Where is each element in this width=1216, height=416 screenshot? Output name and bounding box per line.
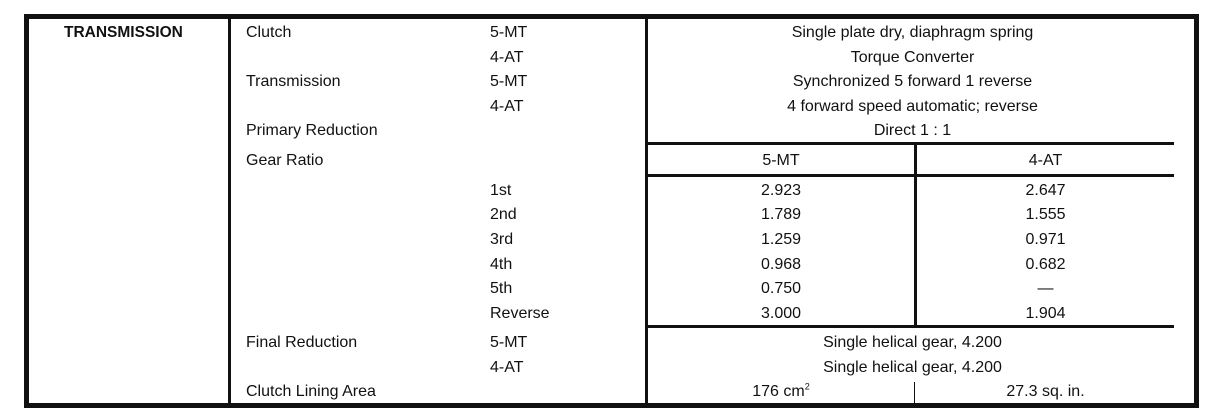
clutch-lining-metric — [648, 382, 914, 402]
transmission-5mt-value: Synchronized 5 forward 1 reverse — [792, 73, 1033, 90]
gear-name: 2nd — [490, 206, 517, 223]
divider-section — [228, 19, 231, 403]
gear-ratio-4at: 1.904 — [1025, 305, 1066, 322]
type-4at: 4-AT — [490, 98, 524, 115]
gear-ratio-5mt: 0.750 — [760, 280, 802, 297]
gear-ratio-5mt: 1.259 — [760, 231, 802, 248]
gear-ratio-5mt: 3.000 — [760, 305, 802, 322]
clutch-lining-metric-value: 176 cm — [752, 383, 805, 400]
gear-ratio-4at: 0.682 — [1025, 256, 1066, 273]
row-label-gear-ratio: Gear Ratio — [246, 152, 324, 169]
primary-reduction-value: Direct 1 : 1 — [873, 122, 952, 139]
section-title: TRANSMISSION — [64, 24, 183, 41]
rule-primary-reduction-bottom — [645, 142, 1174, 145]
rule-ratio-header-bottom — [645, 174, 1174, 177]
row-label-clutch: Clutch — [246, 24, 292, 41]
clutch-lining-metric-superscript: 2 — [804, 381, 810, 392]
gear-name: 1st — [490, 182, 512, 199]
clutch-lining-imperial: 27.3 sq. in. — [1006, 383, 1085, 400]
rule-ratio-bottom — [645, 325, 1174, 328]
gear-ratio-4at: 0.971 — [1025, 231, 1066, 248]
row-label-primary-reduction: Primary Reduction — [246, 122, 378, 139]
transmission-4at-value: 4 forward speed automatic; reverse — [787, 98, 1038, 115]
gear-name: 5th — [490, 280, 513, 297]
gear-ratio-4at: 2.647 — [1025, 182, 1066, 199]
gear-name: 4th — [490, 256, 513, 273]
row-label-final-reduction: Final Reduction — [246, 334, 358, 351]
type-4at: 4-AT — [490, 49, 524, 66]
final-reduction-4at-value: Single helical gear, 4.200 — [823, 359, 1002, 376]
type-5mt: 5-MT — [490, 73, 528, 90]
type-5mt: 5-MT — [490, 334, 528, 351]
row-label-transmission: Transmission — [246, 73, 341, 90]
type-5mt: 5-MT — [490, 24, 528, 41]
row-label-clutch-lining-area: Clutch Lining Area — [246, 383, 376, 400]
clutch-5mt-value: Single plate dry, diaphragm spring — [791, 24, 1034, 41]
gear-ratio-4at: 1.555 — [1025, 206, 1066, 223]
gear-ratio-5mt: 2.923 — [760, 182, 802, 199]
ratio-col-header-4at: 4-AT — [1028, 152, 1063, 169]
ratio-col-header-5mt: 5-MT — [762, 152, 800, 169]
final-reduction-5mt-value: Single helical gear, 4.200 — [823, 334, 1002, 351]
clutch-4at-value: Torque Converter — [850, 49, 975, 66]
type-4at: 4-AT — [490, 359, 524, 376]
gear-ratio-5mt: 1.789 — [760, 206, 802, 223]
divider-lining-cols — [914, 382, 915, 403]
gear-ratio-5mt: 0.968 — [760, 256, 802, 273]
gear-ratio-4at: — — [1037, 280, 1054, 297]
gear-name: Reverse — [490, 305, 550, 322]
gear-name: 3rd — [490, 231, 514, 248]
